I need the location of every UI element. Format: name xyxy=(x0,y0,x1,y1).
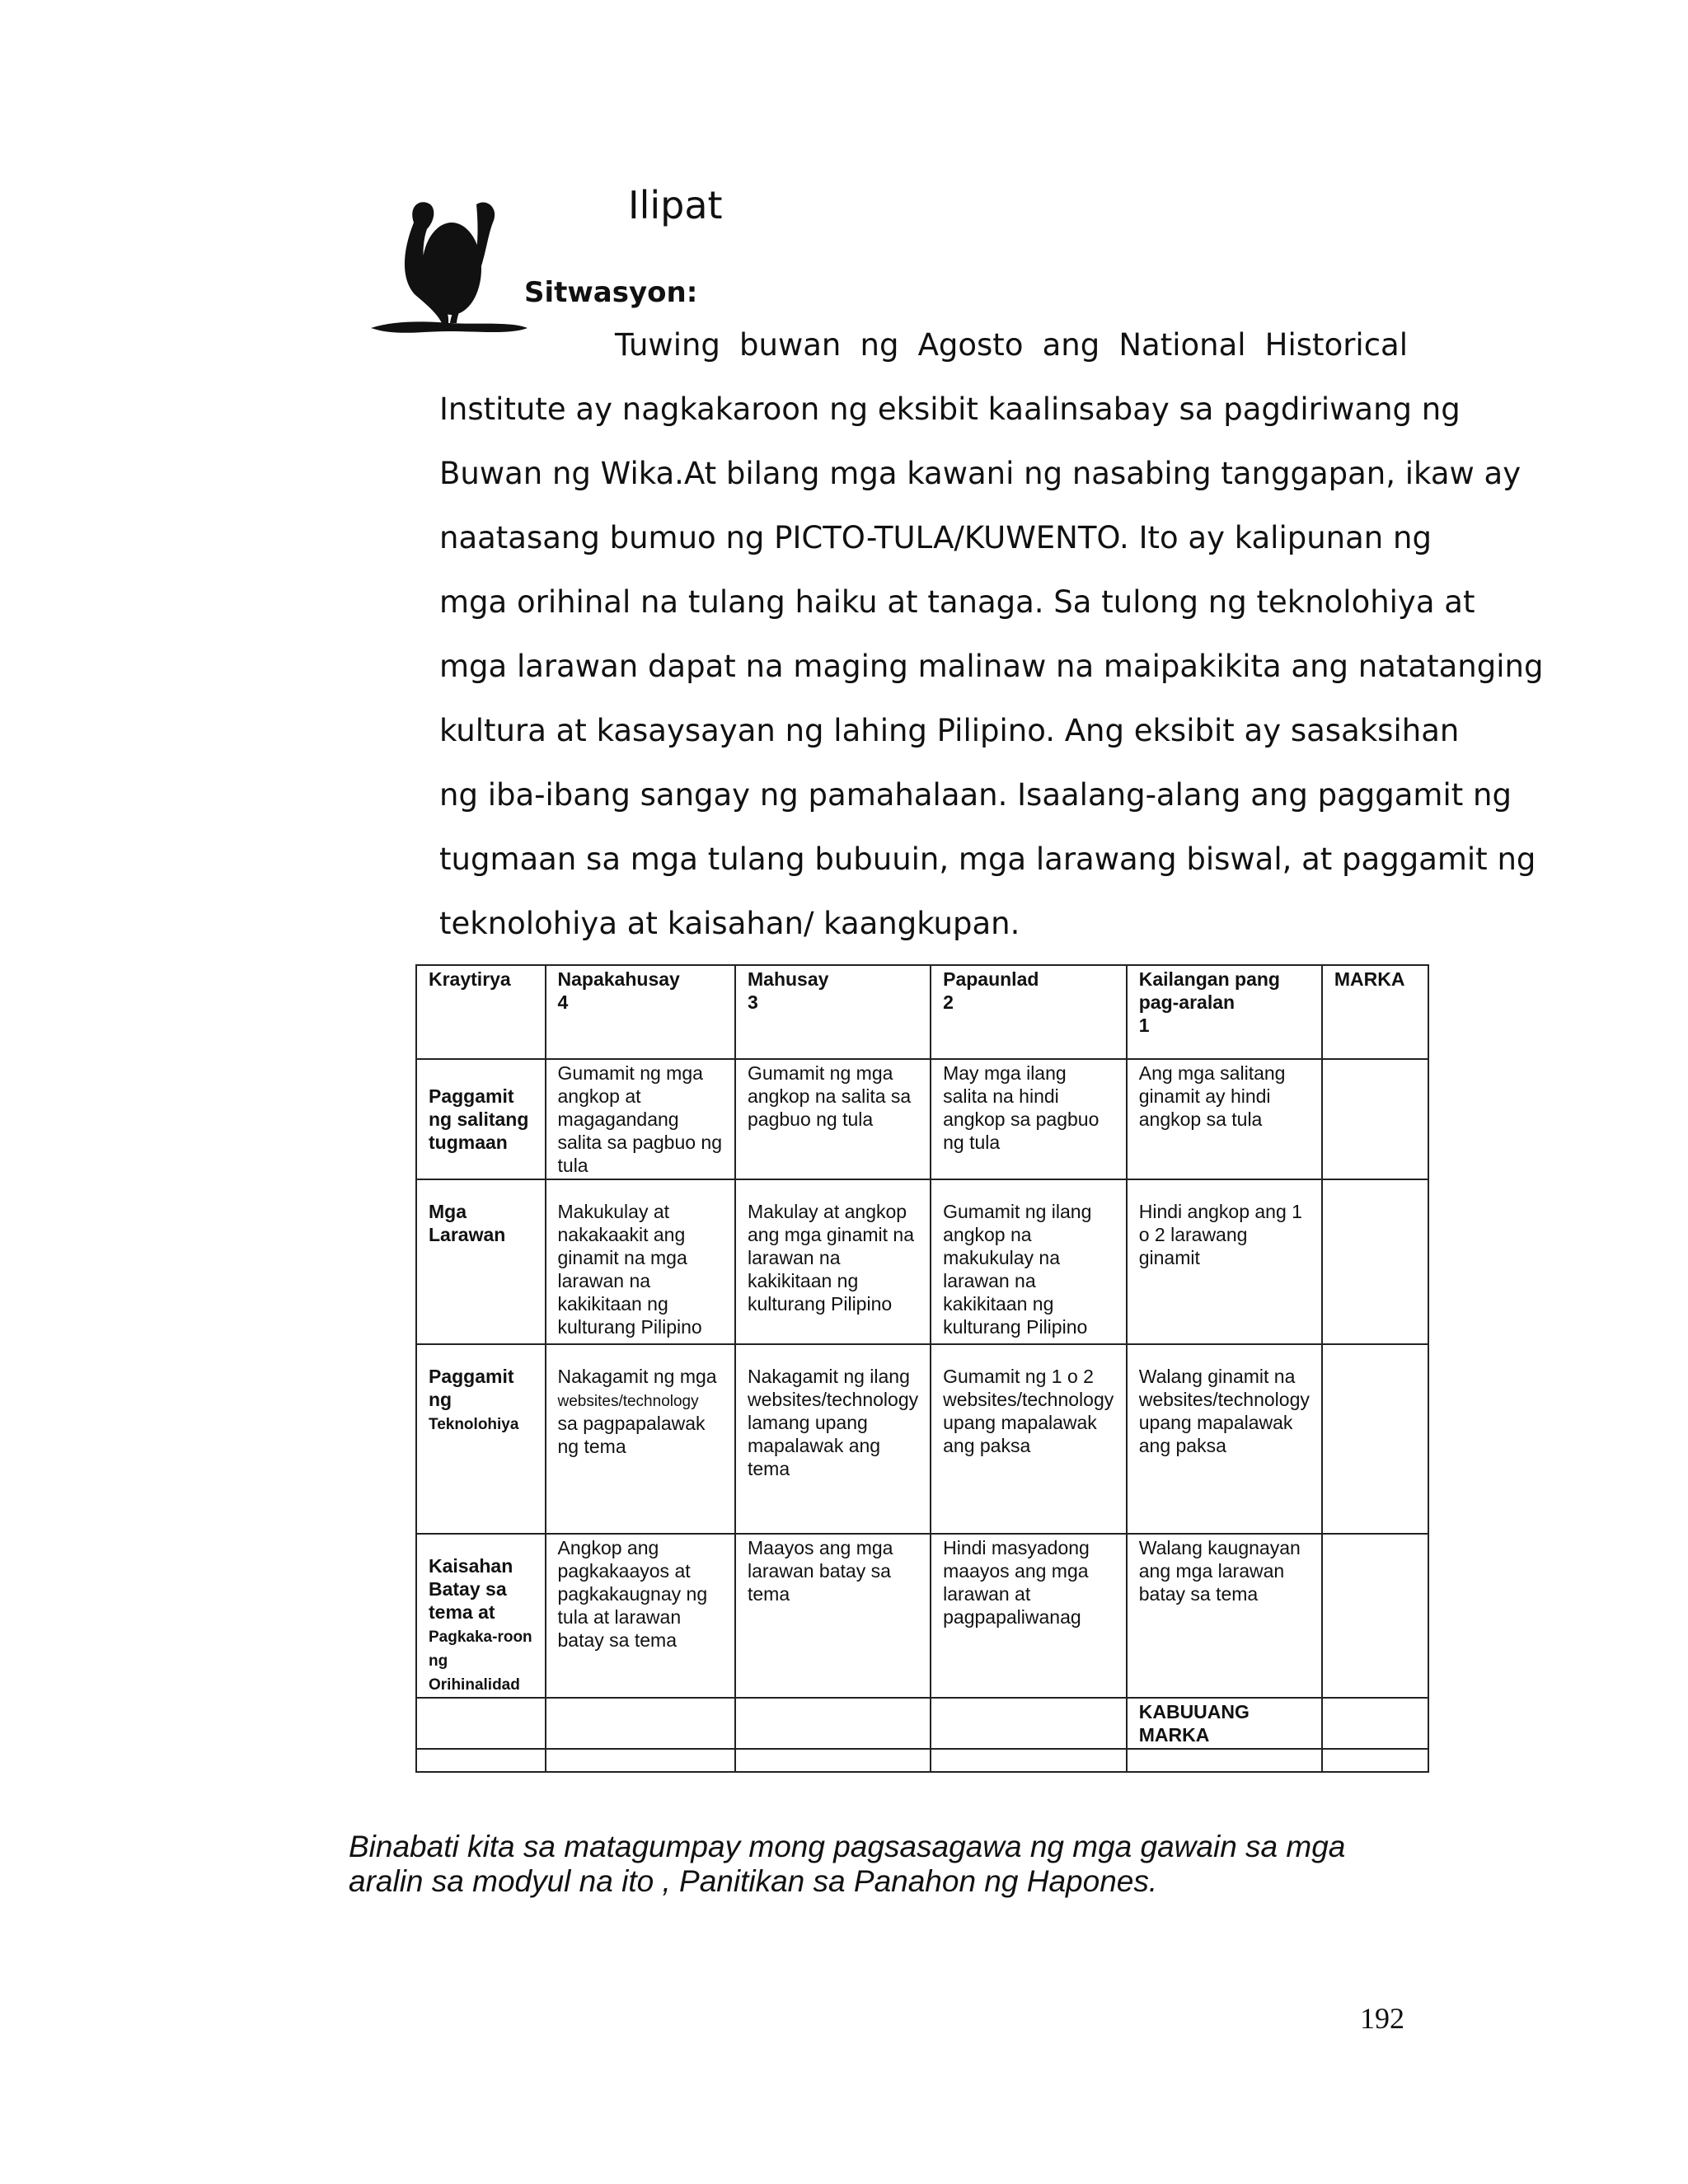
empty-cell xyxy=(1322,1749,1428,1772)
rubric-table xyxy=(415,964,1429,1773)
empty-cell xyxy=(546,1749,735,1772)
rubric-cell: Nakagamit ng mga websites/technology sa pagpapalawak ng tema xyxy=(546,1344,735,1534)
blank-row xyxy=(416,1749,1428,1772)
marka-cell xyxy=(1322,1534,1428,1698)
rubric-cell: Gumamit ng 1 o 2 websites/technology upang mapalawak ang paksa xyxy=(931,1344,1127,1534)
empty-cell xyxy=(1127,1749,1322,1772)
paragraph-line: kultura at kasaysayan ng lahing Pilipino. Ang eksibit ay sasaksihan xyxy=(439,713,1460,748)
criterion-cell: Kaisahan Batay sa tema at Pagkaka-roon ng Orihinalidad xyxy=(416,1534,546,1698)
total-label: KABUUANG MARKA xyxy=(1127,1698,1322,1749)
situation-label: Sitwasyon: xyxy=(524,276,698,309)
rubric-cell: Walang kaugnayan ang mga larawan batay sa tema xyxy=(1127,1534,1322,1698)
rubric-cell: May mga ilang salita na hindi angkop sa pagbuo ng tula xyxy=(931,1059,1127,1179)
empty-cell xyxy=(931,1749,1127,1772)
criterion-cell: Paggamit ng Teknolohiya xyxy=(416,1344,546,1534)
rubric-cell: Makulay at angkop ang mga ginamit na larawan na kakikitaan ng kulturang Pilipino xyxy=(735,1179,931,1344)
paragraph-line: Buwan ng Wika.At bilang mga kawani ng nasabing tanggapan, ikaw ay xyxy=(439,456,1522,491)
header-level-4: Napakahusay 4 xyxy=(546,965,735,1059)
header-level-3: Mahusay 3 xyxy=(735,965,931,1059)
rubric-cell: Hindi angkop ang 1 o 2 larawang ginamit xyxy=(1127,1179,1322,1344)
paragraph-line: mga larawan dapat na maging malinaw na maipakikita ang natatanging xyxy=(439,649,1544,684)
situation-paragraph xyxy=(439,313,1544,956)
paragraph-line: Institute ay nagkakaroon ng eksibit kaalinsabay sa pagdiriwang ng xyxy=(439,391,1461,427)
paragraph-line: Tuwing buwan ng Agosto ang National Historical xyxy=(615,327,1408,363)
marka-cell xyxy=(1322,1059,1428,1179)
rubric-cell: Gumamit ng mga angkop na salita sa pagbuo ng tula xyxy=(735,1059,931,1179)
rubric-cell: Ang mga salitang ginamit ay hindi angkop sa tula xyxy=(1127,1059,1322,1179)
header-level-2: Papaunlad 2 xyxy=(931,965,1127,1059)
paragraph-line: ng iba-ibang sangay ng pamahalaan. Isaalang-alang ang paggamit ng xyxy=(439,777,1512,813)
closing-message: Binabati kita sa matagumpay mong pagsasagawa ng mga gawain sa mga aralin sa modyul na ito , Panitikan sa Panahon ng Hapones. xyxy=(349,1830,1346,1898)
empty-cell xyxy=(416,1698,546,1749)
rubric-cell: Maayos ang mga larawan batay sa tema xyxy=(735,1534,931,1698)
rubric-cell: Walang ginamit na websites/technology upang mapalawak ang paksa xyxy=(1127,1344,1322,1534)
total-score-cell xyxy=(1322,1698,1428,1749)
rubric-cell: Nakagamit ng ilang websites/technology lamang upang mapalawak ang tema xyxy=(735,1344,931,1534)
empty-cell xyxy=(416,1749,546,1772)
rubric-row xyxy=(416,1534,1428,1698)
page-title: Ilipat xyxy=(628,183,723,227)
empty-cell xyxy=(735,1749,931,1772)
marka-cell xyxy=(1322,1344,1428,1534)
rubric-cell: Gumamit ng mga angkop at magagandang salita sa pagbuo ng tula xyxy=(546,1059,735,1179)
empty-cell xyxy=(735,1698,931,1749)
header-marka: MARKA xyxy=(1322,965,1428,1059)
page-number: 192 xyxy=(1360,2002,1404,2035)
rubric-cell: Makukulay at nakakaakit ang ginamit na mga larawan na kakikitaan ng kulturang Pilipino xyxy=(546,1179,735,1344)
paragraph-line: teknolohiya at kaisahan/ kaangkupan. xyxy=(439,906,1020,941)
empty-cell xyxy=(546,1698,735,1749)
paragraph-line: tugmaan sa mga tulang bubuuin, mga larawang biswal, at paggamit ng xyxy=(439,841,1536,877)
rubric-cell: Angkop ang pagkakaayos at pagkakaugnay ng tula at larawan batay sa tema xyxy=(546,1534,735,1698)
marka-cell xyxy=(1322,1179,1428,1344)
rubric-cell: Hindi masyadong maayos ang mga larawan at pagpapaliwanag xyxy=(931,1534,1127,1698)
rubric-row xyxy=(416,1179,1428,1344)
empty-cell xyxy=(931,1698,1127,1749)
paragraph-line: mga orihinal na tulang haiku at tanaga. Sa tulong ng teknolohiya at xyxy=(439,584,1475,620)
rubric-header-row xyxy=(416,965,1428,1059)
header-criteria: Kraytirya xyxy=(416,965,546,1059)
header-level-1: Kailangan pang pag-aralan 1 xyxy=(1127,965,1322,1059)
total-row xyxy=(416,1698,1428,1749)
rubric-cell: Gumamit ng ilang angkop na makukulay na larawan na kakikitaan ng kulturang Pilipino xyxy=(931,1179,1127,1344)
criterion-cell: Mga Larawan xyxy=(416,1179,546,1344)
rubric-row xyxy=(416,1059,1428,1179)
rubric-row xyxy=(416,1344,1428,1534)
paragraph-line: naatasang bumuo ng PICTO-TULA/KUWENTO. Ito ay kalipunan ng xyxy=(439,520,1432,555)
criterion-cell: Paggamit ng salitang tugmaan xyxy=(416,1059,546,1179)
